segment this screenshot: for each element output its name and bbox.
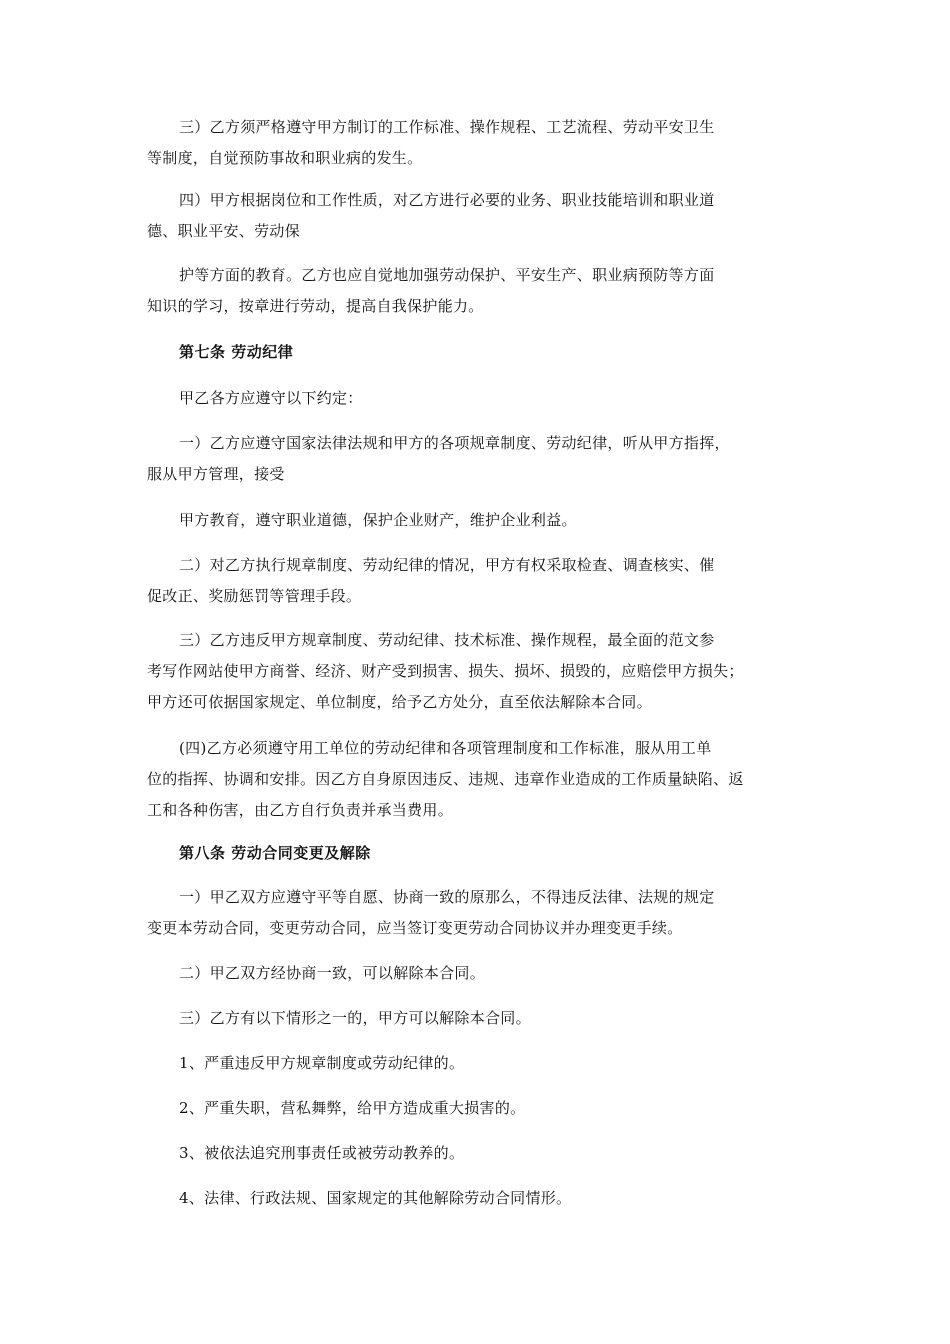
paragraph-line: 变更本劳动合同，变更劳动合同，应当签订变更劳动合同协议并办理变更手续。 bbox=[147, 919, 683, 937]
paragraph-line: 等制度，自觉预防事故和职业病的发生。 bbox=[147, 149, 423, 167]
paragraph-line: 三）乙方须严格遵守甲方制订的工作标准、操作规程、工艺流程、劳动平安卫生 bbox=[179, 118, 715, 136]
list-item-termination-1: 1、严重违反甲方规章制度或劳动纪律的。 bbox=[179, 1054, 465, 1072]
paragraph-line: 一）乙方应遵守国家法律法规和甲方的各项规章制度、劳动纪律，听从甲方指挥， bbox=[179, 434, 730, 452]
list-item-termination-2: 2、严重失职，营私舞弊，给甲方造成重大损害的。 bbox=[179, 1099, 526, 1117]
paragraph-1-obey-laws bbox=[147, 428, 807, 490]
paragraph-line: 位的指挥、协调和安排。因乙方自身原因违反、违规、违章作业造成的工作质量缺陷、返 bbox=[147, 770, 744, 788]
paragraph-3-compensation bbox=[147, 625, 807, 718]
paragraph-line: 知识的学习，按章进行劳动，提高自我保护能力。 bbox=[147, 297, 484, 315]
paragraph-line: 德、职业平安、劳动保 bbox=[147, 222, 301, 240]
paragraph-2-inspection bbox=[147, 550, 807, 612]
paragraph-education bbox=[147, 260, 807, 322]
paragraph-line: 考写作网站使甲方商誉、经济、财产受到损害、损失、损坏、损毁的，应赔偿甲方损失； bbox=[147, 662, 744, 680]
paragraph-line: 促改正、奖励惩罚等管理手段。 bbox=[147, 587, 362, 605]
paragraph-3-safety-standards bbox=[147, 112, 807, 174]
paragraph-company-education: 甲方教育，遵守职业道德，保护企业财产，维护企业利益。 bbox=[179, 511, 577, 529]
paragraph-2-mutual-termination: 二）甲乙双方经协商一致，可以解除本合同。 bbox=[179, 964, 486, 982]
paragraph-line: 服从甲方管理，接受 bbox=[147, 465, 285, 483]
paragraph-line: 甲方还可依据国家规定、单位制度，给予乙方处分，直至依法解除本合同。 bbox=[147, 693, 652, 711]
paragraph-line: 三）乙方违反甲方规章制度、劳动纪律、技术标准、操作规程，最全面的范文参 bbox=[179, 631, 715, 649]
section-heading-article-8: 第八条 劳动合同变更及解除 bbox=[179, 844, 371, 862]
list-item-termination-3: 3、被依法追究刑事责任或被劳动教养的。 bbox=[179, 1144, 465, 1162]
paragraph-line: 护等方面的教育。乙方也应自觉地加强劳动保护、平安生产、职业病预防等方面 bbox=[179, 266, 715, 284]
section-heading-article-7: 第七条 劳动纪律 bbox=[179, 343, 294, 361]
paragraph-agreement-intro: 甲乙各方应遵守以下约定： bbox=[179, 389, 363, 407]
paragraph-line: 一）甲乙双方应遵守平等自愿、协商一致的原那么，不得违反法律、法规的规定 bbox=[179, 888, 715, 906]
paragraph-line: (四)乙方必须遵守用工单位的劳动纪律和各项管理制度和工作标准，服从用工单 bbox=[179, 739, 712, 757]
paragraph-line: 工和各种伤害，由乙方自行负责并承当费用。 bbox=[147, 801, 454, 819]
paragraph-line: 四）甲方根据岗位和工作性质，对乙方进行必要的业务、职业技能培训和职业道 bbox=[179, 191, 715, 209]
paragraph-3-termination-conditions: 三）乙方有以下情形之一的，甲方可以解除本合同。 bbox=[179, 1009, 531, 1027]
paragraph-1-contract-change bbox=[147, 882, 807, 944]
paragraph-4-training bbox=[147, 185, 807, 247]
paragraph-4-employer-discipline bbox=[147, 733, 807, 826]
list-item-termination-4: 4、法律、行政法规、国家规定的其他解除劳动合同情形。 bbox=[179, 1189, 572, 1207]
paragraph-line: 二）对乙方执行规章制度、劳动纪律的情况，甲方有权采取检查、调查核实、催 bbox=[179, 556, 715, 574]
